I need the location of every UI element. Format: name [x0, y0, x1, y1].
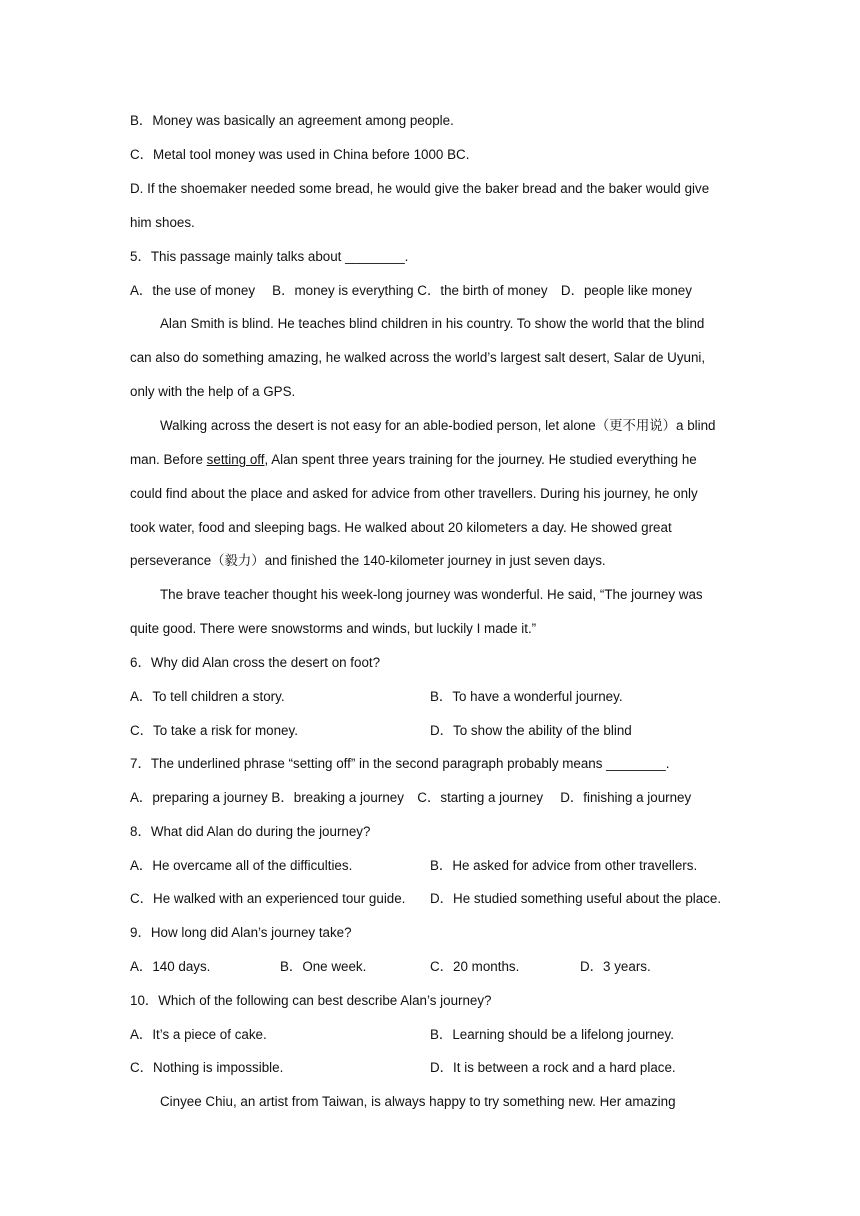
q6-option-b: B．To have a wonderful journey. [430, 689, 623, 704]
q6-option-d: D．To show the ability of the blind [430, 723, 632, 738]
passage2-p2-line3: could find about the place and asked for advice from other travellers. During his journey, he only [130, 486, 698, 501]
q5-options: A．the use of money B．money is everything C．the birth of money D．people like money [130, 283, 692, 298]
q6-question: 6．Why did Alan cross the desert on foot? [130, 655, 381, 670]
q8-option-c: C．He walked with an experienced tour guide. [130, 891, 406, 906]
q9-option-b: B．One week. [280, 959, 367, 974]
q8-option-b: B．He asked for advice from other travellers. [430, 858, 698, 873]
passage2-p3-line1: The brave teacher thought his week-long journey was wonderful. He said, “The journey was [160, 587, 703, 602]
q10-question: 10．Which of the following can best describe Alan’s journey? [130, 993, 492, 1008]
q8-option-d: D．He studied something useful about the place. [430, 891, 722, 906]
q5-question: 5．This passage mainly talks about ________. [130, 249, 409, 264]
passage2-p2-line2 [130, 452, 697, 468]
q8-option-a: A．He overcame all of the difficulties. [130, 858, 353, 873]
q4-option-d-line2: him shoes. [130, 215, 195, 230]
passage2-p1-line3: only with the help of a GPS. [130, 384, 296, 399]
passage2-p2-line1: Walking across the desert is not easy for an able-bodied person, let alone（更不用说）a blind [160, 418, 716, 433]
passage2-p2-line4: took water, food and sleeping bags. He walked about 20 kilometers a day. He showed great [130, 520, 672, 535]
q6-option-c: C．To take a risk for money. [130, 723, 298, 738]
q9-option-c: C．20 months. [430, 959, 520, 974]
text-before-underline: man. Before [130, 452, 207, 467]
q4-option-b: B．Money was basically an agreement among people. [130, 113, 454, 128]
q6-option-a: A．To tell children a story. [130, 689, 285, 704]
q4-option-d-line1: D. If the shoemaker needed some bread, he would give the baker bread and the baker would give [130, 181, 710, 196]
text-after-underline: , Alan spent three years training for the journey. He studied everything he [264, 452, 697, 467]
passage2-p2-line5: perseverance（毅力）and finished the 140-kilometer journey in just seven days. [130, 553, 606, 568]
q4-option-c: C．Metal tool money was used in China before 1000 BC. [130, 147, 470, 162]
passage2-p1-line2: can also do something amazing, he walked across the world’s largest salt desert, Salar de Uyuni, [130, 350, 706, 365]
passage2-p3-line2: quite good. There were snowstorms and winds, but luckily I made it.” [130, 621, 537, 636]
q7-options: A．preparing a journey B．breaking a journey C．starting a journey D．finishing a journey [130, 790, 692, 805]
q10-option-b: B．Learning should be a lifelong journey. [430, 1027, 674, 1042]
passage3-line1: Cinyee Chiu, an artist from Taiwan, is always happy to try something new. Her amazing [160, 1094, 676, 1109]
underlined-phrase: setting off [206, 452, 265, 467]
q7-question: 7．The underlined phrase “setting off” in the second paragraph probably means ________. [130, 756, 670, 771]
q9-question: 9．How long did Alan’s journey take? [130, 925, 352, 940]
passage2-p1-line1: Alan Smith is blind. He teaches blind children in his country. To show the world that the blind [160, 316, 705, 331]
q9-option-d: D．3 years. [580, 959, 651, 974]
q10-option-c: C．Nothing is impossible. [130, 1060, 284, 1075]
q9-option-a: A．140 days. [130, 959, 211, 974]
q10-option-d: D．It is between a rock and a hard place. [430, 1060, 676, 1075]
q8-question: 8．What did Alan do during the journey? [130, 824, 371, 839]
q10-option-a: A．It’s a piece of cake. [130, 1027, 267, 1042]
